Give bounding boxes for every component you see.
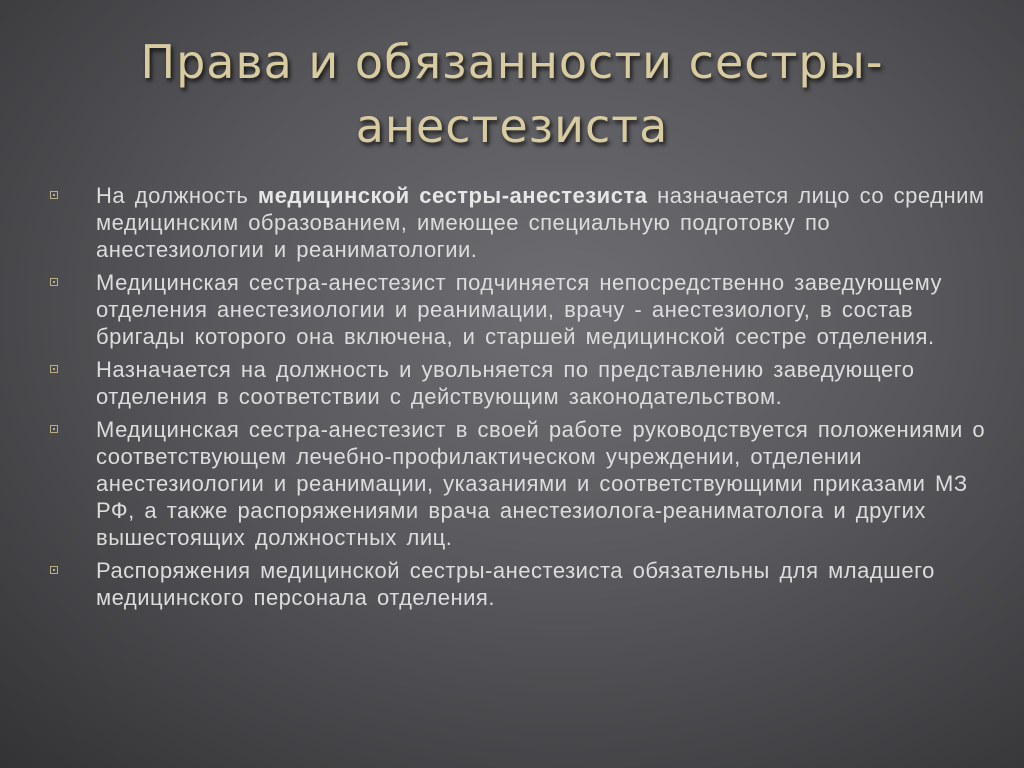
bullet-list [48, 182, 998, 617]
bullet-item [48, 182, 998, 263]
bullet-text-bold: медицинской сестры-анестезиста [257, 183, 648, 208]
square-bullet-icon [50, 566, 58, 574]
bullet-text: Медицинская сестра-анестезист подчиняется непосредственно заведующему отделения анестезиологии и реанимации, врачу - анестезиологу, в состав бригады которого она включена, и старшей медицинской сестре отделения. [96, 270, 942, 349]
slide-title-line-2: анестезиста [355, 99, 669, 153]
slide-title-line-1: Права и обязанности сестры- [140, 35, 884, 89]
square-bullet-icon [50, 191, 58, 199]
bullet-item [48, 356, 998, 410]
bullet-text: Распоряжения медицинской сестры-анестезиста обязательны для младшего медицинского персонала отделения. [96, 558, 935, 610]
square-bullet-icon [50, 425, 58, 433]
square-bullet-icon [50, 278, 58, 286]
bullet-text: Медицинская сестра-анестезист в своей работе руководствуется положениями о соответствующем лечебно-профилактическом учреждении, отделении анестезиологии и реанимации, указаниями и соответствующими приказами МЗ РФ, а также распоряжениями врача анестезиолога-реаниматолога и других вышестоящих должностных лиц. [96, 417, 986, 550]
bullet-item [48, 416, 998, 551]
bullet-text: Назначается на должность и увольняется по представлению заведующего отделения в соответствии с действующим законодательством. [96, 357, 915, 409]
slide-title [40, 30, 984, 158]
bullet-text [96, 183, 985, 262]
square-bullet-icon [50, 365, 58, 373]
bullet-text-suffix: назначается лицо со средним медицинским образованием, имеющее специальную подготовку по анестезиологии и реаниматологии. [96, 183, 985, 262]
bullet-item [48, 557, 998, 611]
bullet-text-prefix: На должность [96, 183, 258, 208]
bullet-item [48, 269, 998, 350]
